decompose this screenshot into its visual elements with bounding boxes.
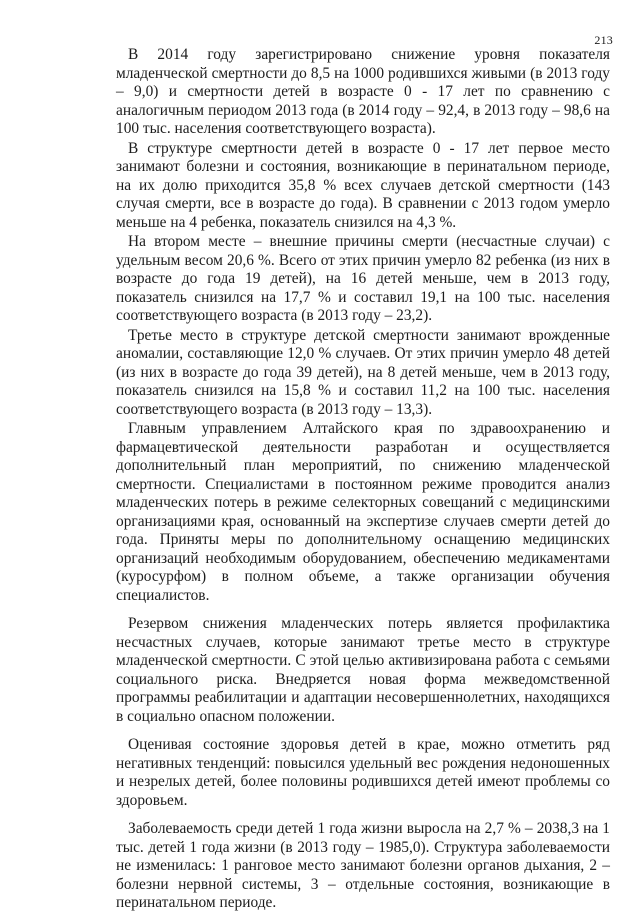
paragraph-infant-mortality-decline: В 2014 году зарегистрировано снижение уровня показателя младенческой смертности до 8,5 на 1000 родившихся живыми (в 2013 году – 9,0) и смертности детей в возрасте 0 - 17 лет по сравнению с аналогичным периодом 2013 года (в 2014 году – 92,4, в 2013 году – 98,6 на 100 тыс. населения соответствующего возраста). (116, 46, 610, 137)
paragraph-accident-prevention: Резервом снижения младенческих потерь является профилактика несчастных случаев, которые занимают третье место в структуре младенческой смертности. С этой целью активизирована работа с семьями социального риска. Внедряется новая форма межведомственной программы реабилитации и адаптации несовершеннолетних, находящихся в социально опасном положении. (116, 615, 610, 725)
paragraph-congenital-anomalies: Третье место в структуре детской смертности занимают врожденные аномалии, составляющие 12,0 % случаев. От этих причин умерло 48 детей (из них в возрасте до года 39 детей), на 8 детей меньше, чем в 2013 году, показатель снизился на 15,8 % и составил 11,2 на 100 тыс. населения соответствующего возраста (в 2013 году – 13,3). (116, 326, 610, 418)
paragraph-infant-morbidity: Заболеваемость среди детей 1 года жизни выросла на 2,7 % – 2038,3 на 1 тыс. детей 1 года жизни (в 2013 году – 1985,0). Структура заболеваемости не изменилась: 1 ранговое место занимают болезни органов дыхания, 2 – болезни нервной системы, 3 – отдельные состояния, возникающие в перинатальном периоде. (116, 820, 610, 911)
paragraph-perinatal-causes: В структуре смертности детей в возрасте 0 - 17 лет первое место занимают болезни и состояния, возникающие в перинатальном периоде, на их долю приходится 35,8 % всех случаев детской смертности (143 случая смерти, все в возрасте до года). В сравнении с 2013 годом умерло меньше на 4 ребенка, показатель снизился на 4,3 %. (116, 139, 610, 231)
paragraph-action-plan: Главным управлением Алтайского края по здравоохранению и фармацевтической деятельности разработан и осуществляется дополнительный план мероприятий, по снижению младенческой смертности. Специалистами в постоянном режиме проводится анализ младенческих потерь в режиме селекторных совещаний с медицинскими организациями края, основанный на экспертизе случаев смерти детей до года. Приняты меры по дополнительному оснащению медицинских организаций необходимым оборудованием, обеспечению медикаментами (куросурфом) в полном объеме, а также организации обучения специалистов. (116, 420, 610, 604)
paragraph-health-trends: Оценивая состояние здоровья детей в крае, можно отметить ряд негативных тенденций: повысился удельный вес рождения недоношенных и незрелых детей, более половины родившихся детей имеют проблемы со здоровьем. (116, 736, 610, 809)
paragraph-external-causes: На втором месте – внешние причины смерти (несчастные случаи) с удельным весом 20,6 %. Всего от этих причин умерло 82 ребенка (из них в возрасте до года 19 детей), на 16 детей меньше, чем в 2013 году, показатель снизился на 17,7 % и составил 19,1 на 100 тыс. населения соответствующего возраста (в 2013 году – 23,2). (116, 233, 610, 324)
page-number: 213 (594, 33, 613, 47)
body-text (116, 46, 610, 913)
